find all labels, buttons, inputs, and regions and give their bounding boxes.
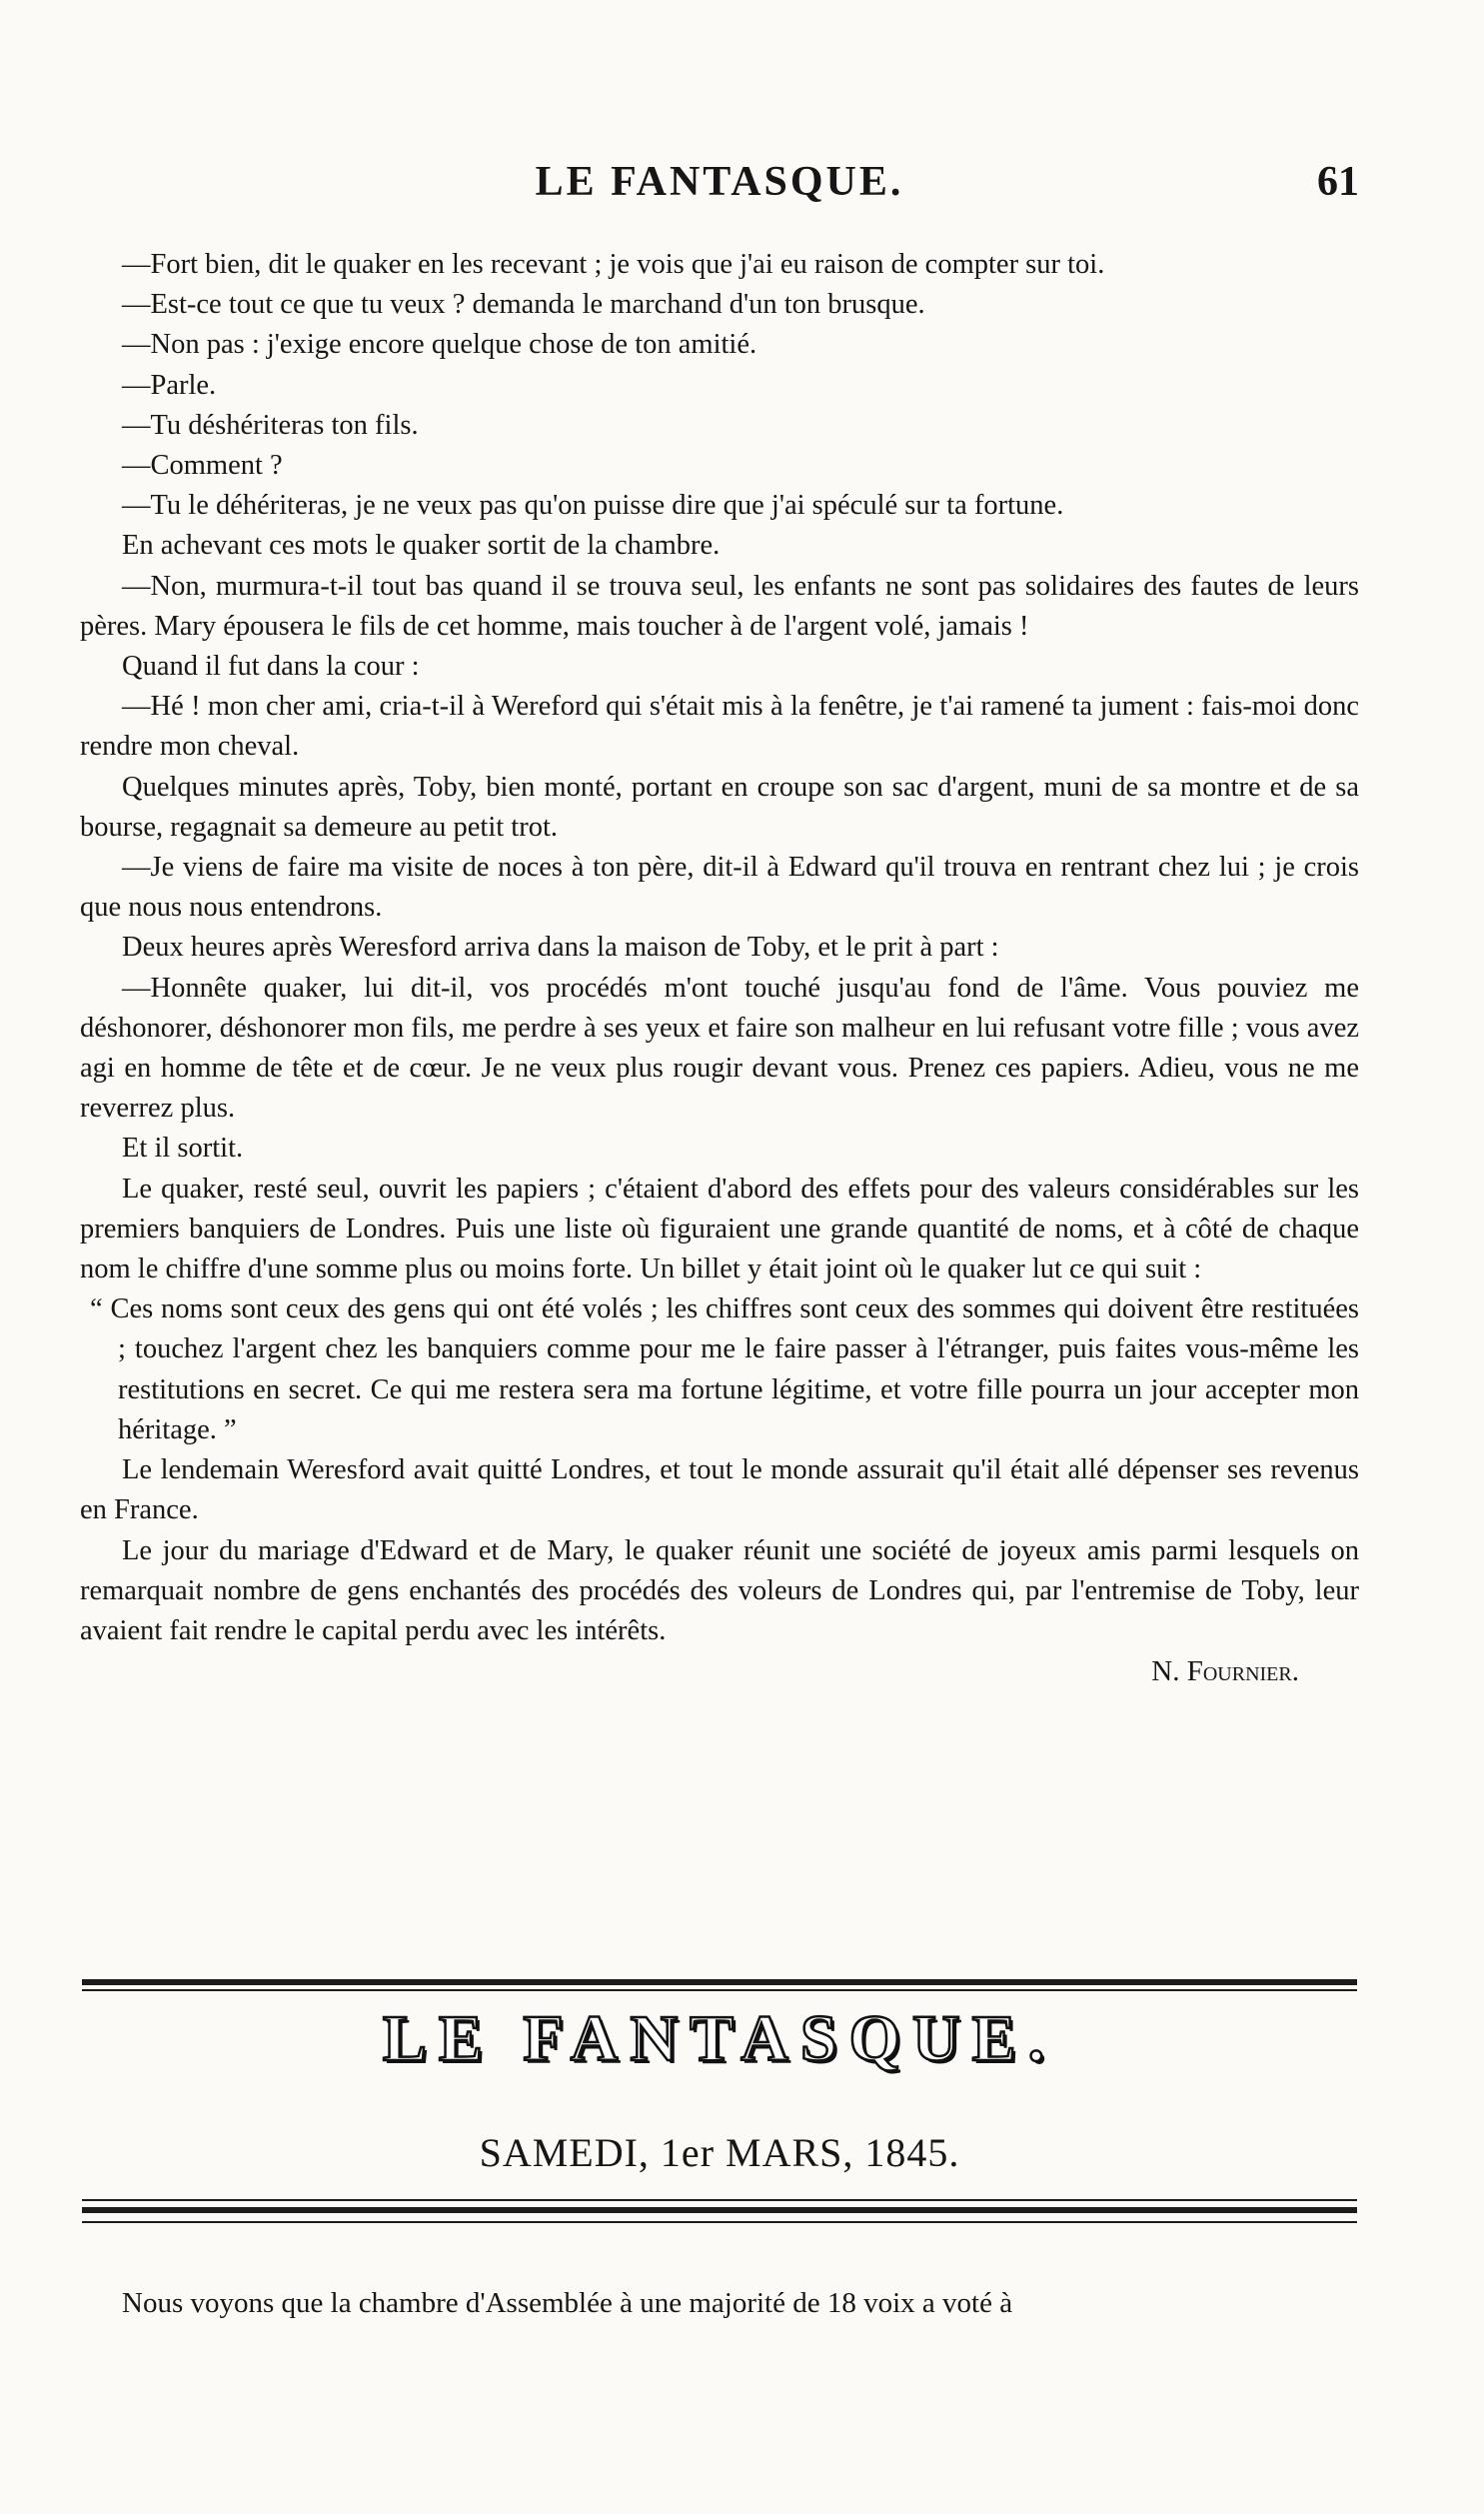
running-title: LE FANTASQUE.	[535, 159, 904, 205]
paragraph: —Non pas : j'exige encore quelque chose de ton amitié.	[122, 329, 757, 361]
paragraph: Le quaker, resté seul, ouvrit les papiers ; c'étaient d'abord des effets pour des valeurs considérables sur les premiers banquiers de Londres. Puis une liste où figuraient une grande quantité de noms, et à côté de chaque nom le chiffre d'une somme plus ou moins forte. Un billet y était joint où le quaker lut ce qui suit :	[80, 1173, 1359, 1285]
paragraph: Le jour du mariage d'Edward et de Mary, le quaker réunit une société de joyeux amis parmi lesquels on remarquait nombre de gens enchantés des procédés des voleurs de Londres qui, par l'entremise de Toby, leur avaient fait rendre le capital perdu avec les intérêts.	[80, 1534, 1359, 1646]
paragraph: Le lendemain Weresford avait quitté Londres, et tout le monde assurait qu'il était allé dépenser ses revenus en France.	[80, 1454, 1359, 1526]
paragraph: —Fort bien, dit le quaker en les recevant ; je vois que j'ai eu raison de compter sur toi.	[122, 249, 1105, 280]
article-body	[80, 245, 1359, 1691]
paragraph: Quand il fut dans la cour :	[122, 651, 420, 683]
paragraph: —Est-ce tout ce que tu veux ? demanda le marchand d'un ton brusque.	[122, 289, 925, 321]
paragraph: —Comment ?	[122, 450, 283, 482]
author-signature: N. Fournier.	[1151, 1655, 1299, 1688]
divider-rule	[82, 2199, 1357, 2201]
masthead-title: LE FANTASQUE.	[382, 2002, 1057, 2075]
paragraph: —Tu le déhériteras, je ne veux pas qu'on puisse dire que j'ai spéculé sur ta fortune.	[122, 490, 1064, 522]
paragraph: Et il sortit.	[122, 1133, 244, 1165]
editorial-lead: Nous voyons que la chambre d'Assemblée à une majorité de 18 voix a voté à	[122, 2287, 1013, 2319]
paragraph: —Parle.	[122, 369, 217, 401]
divider-rule	[82, 2207, 1357, 2213]
running-head	[80, 158, 1359, 208]
issue-date: SAMEDI, 1er MARS, 1845.	[479, 2130, 960, 2175]
paragraph: Quelques minutes après, Toby, bien monté, portant en croupe son sac d'argent, muni de sa montre et de sa bourse, regagnait sa demeure au petit trot.	[80, 771, 1359, 843]
divider-rule	[82, 1979, 1357, 1985]
page-number: 61	[1317, 159, 1359, 205]
divider-rule	[82, 1989, 1357, 1991]
paragraph: —Honnête quaker, lui dit-il, vos procédés m'ont touché jusqu'au fond de l'âme. Vous pouviez me déshonorer, déshonorer mon fils, me perdre à ses yeux et faire son malheur en lui refusant votre fille ; vous avez agi en homme de tête et de cœur. Je ne veux plus rougir devant vous. Prenez ces papiers. Adieu, vous ne me reverrez plus.	[80, 972, 1359, 1125]
paragraph: —Je viens de faire ma visite de noces à ton père, dit-il à Edward qu'il trouva en rentrant chez lui ; je crois que nous nous entendrons.	[80, 852, 1359, 924]
paragraph: —Hé ! mon cher ami, cria-t-il à Wereford qui s'était mis à la fenêtre, je t'ai ramené ta jument : fais-moi donc rendre mon cheval.	[80, 691, 1359, 763]
paragraph: Deux heures après Weresford arriva dans la maison de Toby, et le prit à part :	[122, 932, 999, 964]
paragraph: —Tu déshériteras ton fils.	[122, 409, 419, 441]
paragraph: En achevant ces mots le quaker sortit de la chambre.	[122, 530, 721, 562]
quoted-note: “ Ces noms sont ceux des gens qui ont été volés ; les chiffres sont ceux des sommes qui doivent être restituées ; touchez l'argent chez les banquiers comme pour me le faire passer à l'étranger, puis faites vous-même les restitutions en secret. Ce qui me restera sera ma fortune légitime, et votre fille pourra un jour accepter mon héritage. ”	[90, 1293, 1359, 1445]
paragraph: —Non, murmura-t-il tout bas quand il se trouva seul, les enfants ne sont pas solidaires des fautes de leurs pères. Mary épousera le fils de cet homme, mais toucher à de l'argent volé, jamais !	[80, 570, 1359, 642]
divider-rule	[82, 2221, 1357, 2223]
